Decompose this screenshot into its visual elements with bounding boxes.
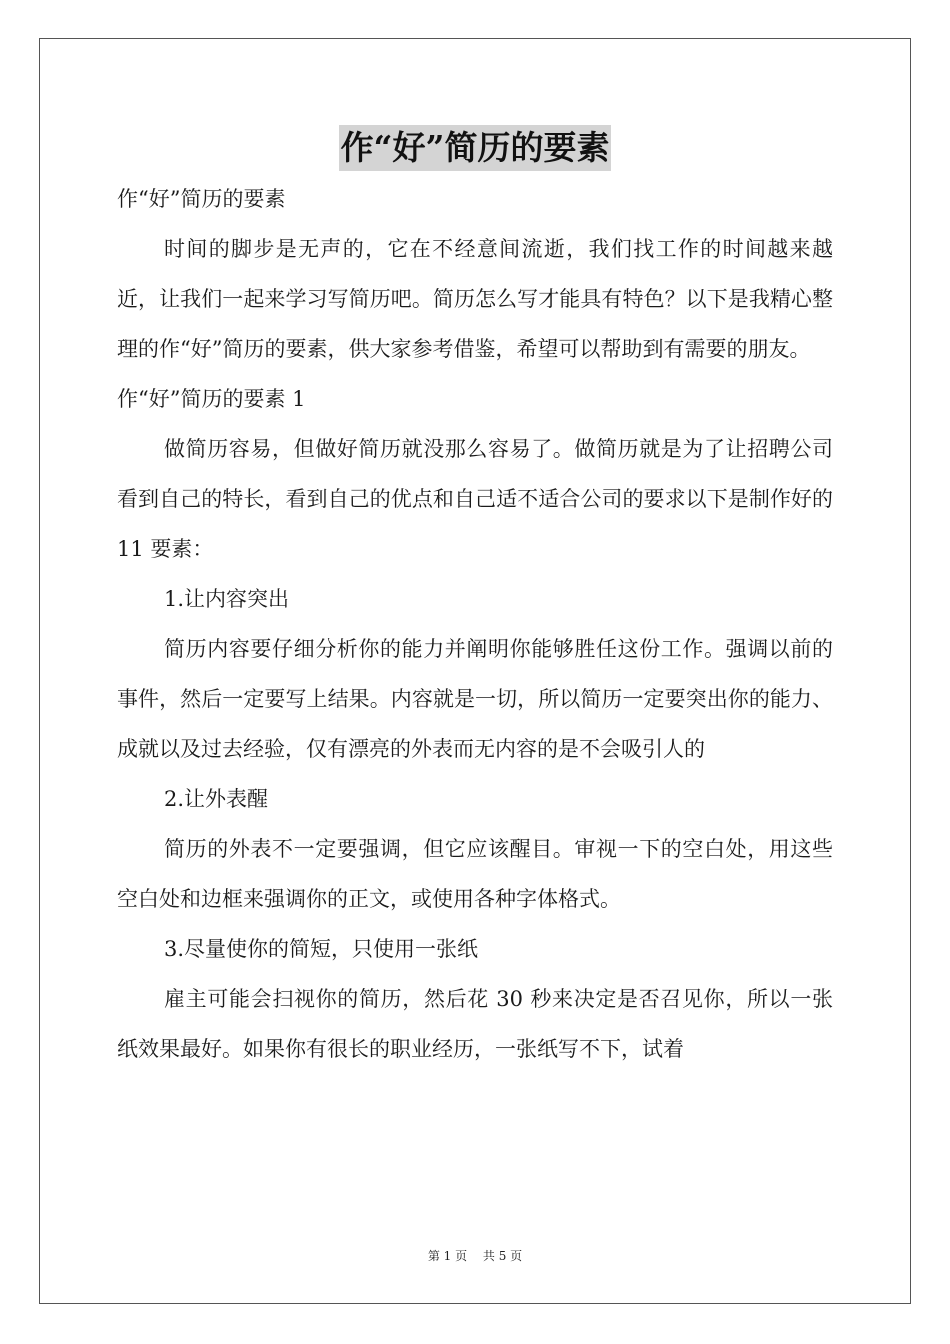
paragraph-intro: 时间的脚步是无声的，它在不经意间流逝，我们找工作的时间越来越近，让我们一起来学习写简历吧。简历怎么写才能具有特色？以下是我精心整理的作“好”简历的要素，供大家参考借鉴，希望可以帮助到有需要的朋友。	[117, 237, 833, 361]
document-body	[117, 174, 833, 1074]
list-item-body-2: 简历的外表不一定要强调，但它应该醒目。审视一下的空白处，用这些空白处和边框来强调你的正文，或使用各种字体格式。	[117, 837, 833, 911]
paragraph-subtitle: 作“好”简历的要素	[117, 187, 286, 211]
list-item-heading-3: 3.尽量使你的简短，只使用一张纸	[164, 937, 479, 961]
paragraph-section-intro: 做简历容易，但做好简历就没那么容易了。做简历就是为了让招聘公司看到自己的特长，看到自己的优点和自己适不适合公司的要求以下是制作好的 11 要素：	[117, 437, 833, 561]
title-container	[0, 125, 950, 171]
page-number-footer: 第 1 页 共 5 页	[427, 1249, 523, 1263]
list-item-body-3: 雇主可能会扫视你的简历，然后花 30 秒来决定是否召见你，所以一张纸效果最好。如果你有很长的职业经历，一张纸写不下，试着	[117, 987, 833, 1061]
list-item-heading-1: 1.让内容突出	[164, 587, 290, 611]
document-title: 作“好”简历的要素	[339, 125, 612, 171]
list-item-heading-2: 2.让外表醒	[164, 787, 269, 811]
list-item-body-1: 简历内容要仔细分析你的能力并阐明你能够胜任这份工作。强调以前的事件，然后一定要写上结果。内容就是一切，所以简历一定要突出你的能力、成就以及过去经验，仅有漂亮的外表而无内容的是不会吸引人的	[117, 637, 833, 761]
paragraph-section-heading: 作“好”简历的要素 1	[117, 387, 306, 411]
